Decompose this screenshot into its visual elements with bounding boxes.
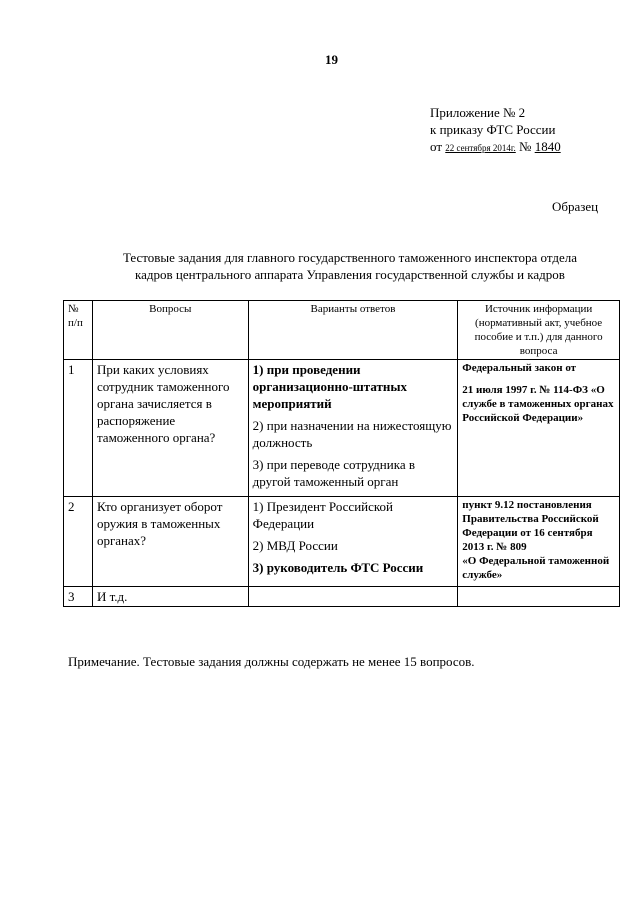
table-row xyxy=(64,587,620,607)
appendix-line1: Приложение № 2 xyxy=(430,105,526,120)
question: При каких условиях сотрудник таможенного органа зачисляется в распоряжение таможенного органа? xyxy=(92,360,248,497)
question: Кто организует оборот оружия в таможенных органах? xyxy=(92,497,248,587)
answer-option: 3) при переводе сотрудника в другой таможенный орган xyxy=(252,457,415,489)
source-line: Федеральный закон от xyxy=(462,362,577,374)
source-line: пункт 9.12 постановления Правительства Российской Федерации от 16 сентября 2013 г. № 809 xyxy=(462,499,599,553)
note: Примечание. Тестовые задания должны содержать не менее 15 вопросов. xyxy=(68,654,475,669)
answer-option: 2) при назначении на нижестоящую должность xyxy=(252,418,452,450)
document-title xyxy=(60,249,640,283)
answers xyxy=(248,497,458,587)
answer-option: 1) при проведении организационно-штатных мероприятий xyxy=(252,362,408,411)
row-num: 3 xyxy=(64,587,93,607)
order-number: 1840 xyxy=(534,139,561,154)
answer-option: 2) МВД России xyxy=(252,538,338,553)
sample-label: Образец xyxy=(552,199,599,214)
page-number: 19 xyxy=(325,52,338,67)
row-num: 1 xyxy=(64,360,93,497)
answer-option: 3) руководитель ФТС России xyxy=(252,560,424,575)
appendix-line3 xyxy=(430,138,561,157)
source-line: 21 июля 1997 г. № 114-ФЗ «О службе в таможенных органах Российской Федерации» xyxy=(462,384,614,424)
title-line2: кадров центрального аппарата Управления государственной службы и кадров xyxy=(135,267,565,282)
table-header-row xyxy=(64,301,620,360)
source xyxy=(458,497,620,587)
appendix-line2: к приказу ФТС России xyxy=(430,122,556,137)
answer-option: 1) Президент Российской Федерации xyxy=(252,499,393,531)
row-num: 2 xyxy=(64,497,93,587)
from-label: от xyxy=(430,139,443,154)
order-date: 22 сентября 2014г. xyxy=(445,143,516,153)
answers xyxy=(248,360,458,497)
number-label: № xyxy=(519,139,532,154)
appendix-block xyxy=(430,104,561,157)
source xyxy=(458,587,620,607)
source xyxy=(458,360,620,497)
header-questions: Вопросы xyxy=(92,301,248,360)
title-line1: Тестовые задания для главного государственного таможенного инспектора отдела xyxy=(122,250,578,265)
header-num: № п/п xyxy=(64,301,93,360)
header-source: Источник информации (нормативный акт, учебное пособие и т.п.) для данного вопроса xyxy=(458,301,620,360)
question: И т.д. xyxy=(92,587,248,607)
table-row xyxy=(64,360,620,497)
header-answers: Варианты ответов xyxy=(248,301,458,360)
answers xyxy=(248,587,458,607)
table-row xyxy=(64,497,620,587)
source-line: «О Федеральной таможенной службе» xyxy=(462,555,610,581)
test-table xyxy=(63,300,620,607)
